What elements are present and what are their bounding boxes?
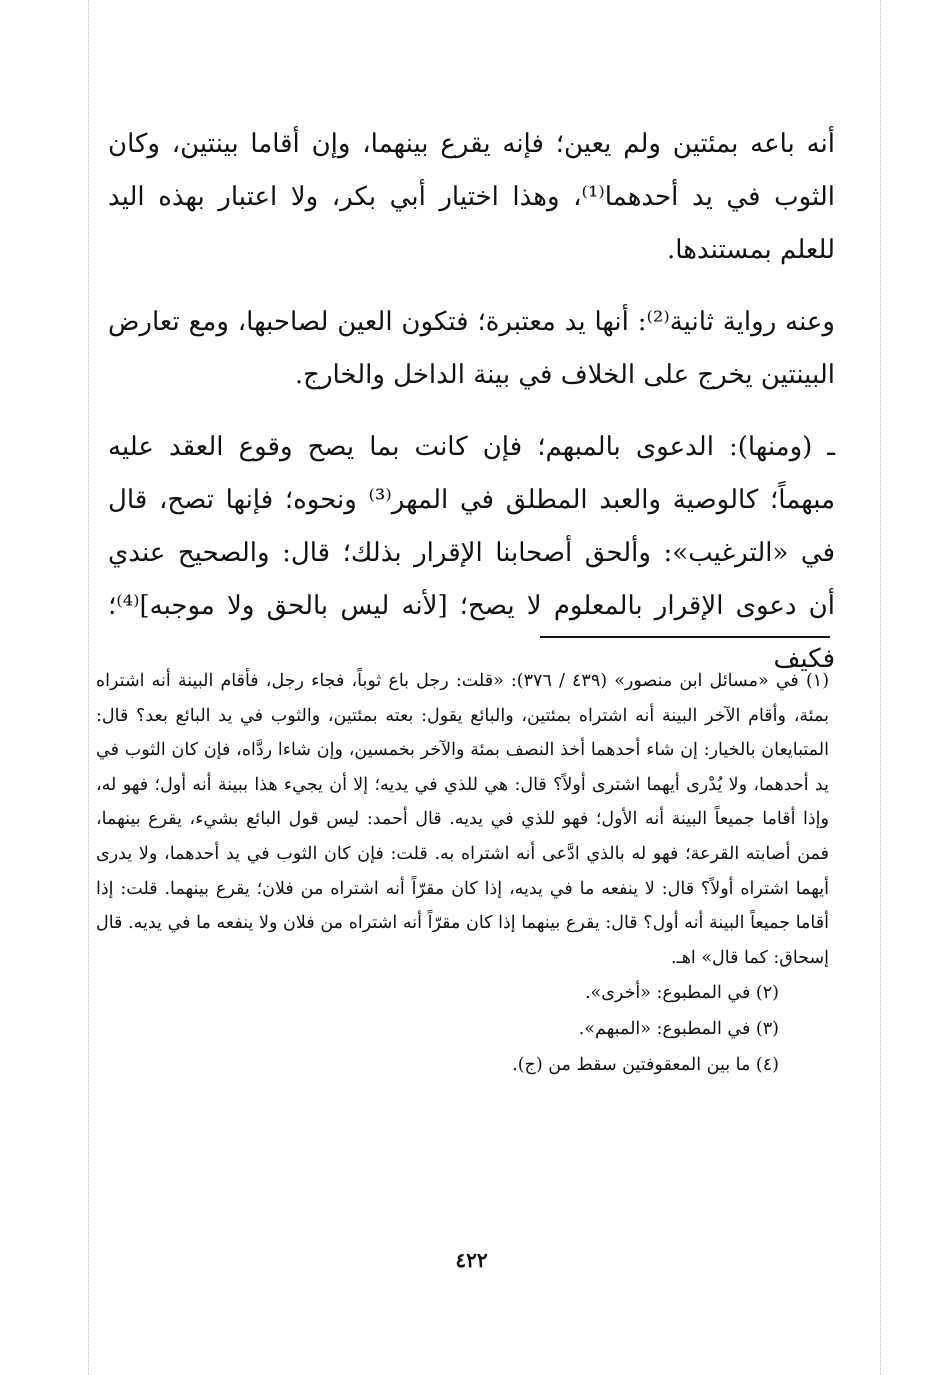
footnote-3: (٣) في المطبوع: «المبهم». xyxy=(578,1019,779,1040)
footnote-2: (٢) في المطبوع: «أخرى». xyxy=(584,983,779,1004)
footnote-1: (١) في «مسائل ابن منصور» (٤٣٩ / ٣٧٦): «قلت: رجل باع ثوباً، فجاء رجل، فأقام البينة أنه اشتراه بمئة، وأقام الآخر البينة أنه اشتراه بمئتين، والبائع يقول: بعته بمئتين، والثوب في يد البائع بعد؟ قال: المتبايعان بالخيار: إن شاء أحدهما أخذ النصف بمئة والآخر بخمسين، وإن شاءا ردَّاه، فإن كان الثوب في يد أحدهما، ولا يُدْرى أيهما اشترى أولاً؟ قال: هي للذي في يديه؛ إلا أن يجيء هذا ببينة أنه أول؛ فهو له، وإذا أقاما جميعاً البينة أنه الأول؛ فهو للذي في يديه. قال أحمد: ليس قول البائع بشيء، يقرع بينهما، فمن أصابته القرعة؛ فهو له بالذي ادَّعى أنه اشتراه به. قلت: فإن كان الثوب في يد أحدهما، ولا يدرى أيهما اشتراه أولاً؟ قال: لا ينفعه ما في يديه، إذا كان مقرّاً أنه اشتراه من فلان؛ يقرع بينهما. قلت: إذا أقاما جميعاً البينة أنه أول؟ قال: يقرع بينهما إذا كان مقرّاً أنه اشتراه من فلان ولا ينفعه ما في يديه. قال إسحاق: كما قال» اهـ. xyxy=(96,671,830,968)
main-text xyxy=(108,118,835,686)
main-paragraph-1: أنه باعه بمئتين ولم يعين؛ فإنه يقرع بينهما، وإن أقاما بينتين، وكان الثوب في يد أحدهما⁽¹⁾، وهذا اختيار أبي بكر، ولا اعتبار بهذه اليد للعلم بمستندها. xyxy=(108,129,835,265)
page-edge-rule-right xyxy=(880,0,881,1375)
footnotes xyxy=(96,664,829,1083)
footnote-divider xyxy=(540,636,830,638)
page-number: ٤٢٢ xyxy=(455,1248,488,1272)
main-paragraph-3: ـ (ومنها): الدعوى بالمبهم؛ فإن كانت بما يصح وقوع العقد عليه مبهماً؛ كالوصية والعبد المطلق في المهر⁽³⁾ ونحوه؛ فإنها تصح، قال في «الترغيب»: وألحق أصحابنا الإقرار بذلك؛ قال: والصحيح عندي أن دعوى الإقرار بالمعلوم لا يصح؛ [لأنه ليس بالحق ولا موجبه]⁽⁴⁾؛ فكيف xyxy=(108,432,836,674)
page-edge-rule-left xyxy=(88,0,89,1375)
footnote-4: (٤) ما بين المعقوفتين سقط من (ج). xyxy=(512,1055,779,1076)
main-paragraph-2: وعنه رواية ثانية⁽²⁾: أنها يد معتبرة؛ فتكون العين لصاحبها، ومع تعارض البينتين يخرج على الخلاف في بينة الداخل والخارج. xyxy=(108,307,835,390)
